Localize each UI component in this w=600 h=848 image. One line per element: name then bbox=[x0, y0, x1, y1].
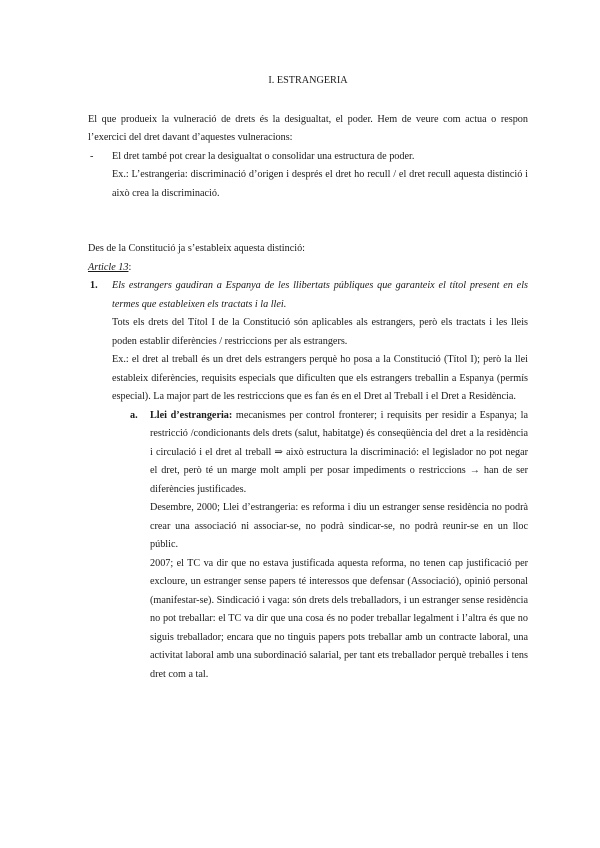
sub-a-paragraph-1 bbox=[150, 407, 528, 500]
document-page bbox=[88, 72, 528, 684]
item1-paragraph-2: Tots els drets del Títol I de la Constitució són aplicables als estrangers, però els tractats i les lleis poden establir diferències / restriccions per als estrangers. bbox=[112, 317, 528, 347]
spacer bbox=[88, 222, 528, 241]
numbered-marker: 1. bbox=[90, 280, 98, 291]
sub-item-a bbox=[130, 407, 528, 685]
numbered-item-content bbox=[112, 277, 528, 407]
sub-item-marker: a. bbox=[130, 409, 138, 421]
sub-a-label: Llei d’estrangeria: bbox=[150, 409, 233, 421]
sub-a-text: mecanismes per control fronterer; i requisits per residir a Espanya; la restricció /condicionants dels drets (salut, habitatge) és conseqüència del dret a la residència i circulació i el dret al treball ⇒ això estructura la discriminació: el legislador no pot negar el dret, però té un marge molt ampli per posar impediments o restriccions → han de ser diferències justificades. bbox=[150, 409, 529, 495]
dash-item-content bbox=[112, 148, 528, 204]
constitution-intro: Des de la Constitució ja s’estableix aquesta distinció: bbox=[88, 243, 306, 254]
sub-item-content bbox=[150, 407, 528, 685]
article-label: Article 13 bbox=[88, 261, 129, 273]
article-colon: : bbox=[128, 261, 132, 273]
sub-a-paragraph-3: 2007; el TC va dir que no estava justificada aquesta reforma, no tenen cap justificació per excloure, un estranger sense papers té interessos que defensar (Associació), opinió personal (manifestar-se). Sindicació i vaga: són drets dels treballadors, i un estranger sense residència no pot treballar: el TC va dir que una cosa és no poder treballar legalment i l’altra és que no siguis treballador; encara que no tinguis papers pots treballar amb un contracte laboral, una activitat laboral amb una subordinació salarial, per tant ets treballador perquè treballes i tens dret com a tal. bbox=[150, 557, 528, 680]
article-quote: Els estrangers gaudiran a Espanya de les llibertats públiques que garanteix el títol present en els termes que estableixen els tractats i la llei. bbox=[112, 280, 528, 310]
spacer bbox=[88, 203, 528, 222]
dash-list-item bbox=[88, 148, 528, 204]
dash-marker: - bbox=[90, 150, 94, 162]
sub-a-paragraph-2: Desembre, 2000; Llei d’estrangeria: es reforma i diu un estranger sense residència no podrà crear una associació ni associar-se, no podrà sindicar-se, no podrà reunir-se en un lloc públic. bbox=[150, 502, 528, 550]
intro-paragraph: El que produeix la vulneració de drets és la desigualtat, el poder. Hem de veure com actua o respon l’exercici del dret davant d’aquestes vulneracions: bbox=[88, 113, 528, 143]
dash-item-example: Ex.: L’estrangeria: discriminació d’origen i després el dret ho recull / el dret recull aquesta distinció i això crea la discriminació. bbox=[112, 169, 528, 199]
document-title: I. ESTRANGERIA bbox=[268, 75, 348, 86]
article-heading bbox=[88, 259, 528, 278]
item1-paragraph-3: Ex.: el dret al treball és un dret dels estrangers perquè ho posa a la Constitució (Títol I); però la llei estableix diferències, requisits especials que dificulten que els estrangers treballin a Espanya (permís especial). La major part de les restriccions que es fan és en el Dret al Treball i el Dret a Residència. bbox=[112, 354, 528, 402]
numbered-item-1 bbox=[88, 277, 528, 407]
dash-item-text: El dret també pot crear la desigualtat o consolidar una estructura de poder. bbox=[112, 150, 415, 162]
